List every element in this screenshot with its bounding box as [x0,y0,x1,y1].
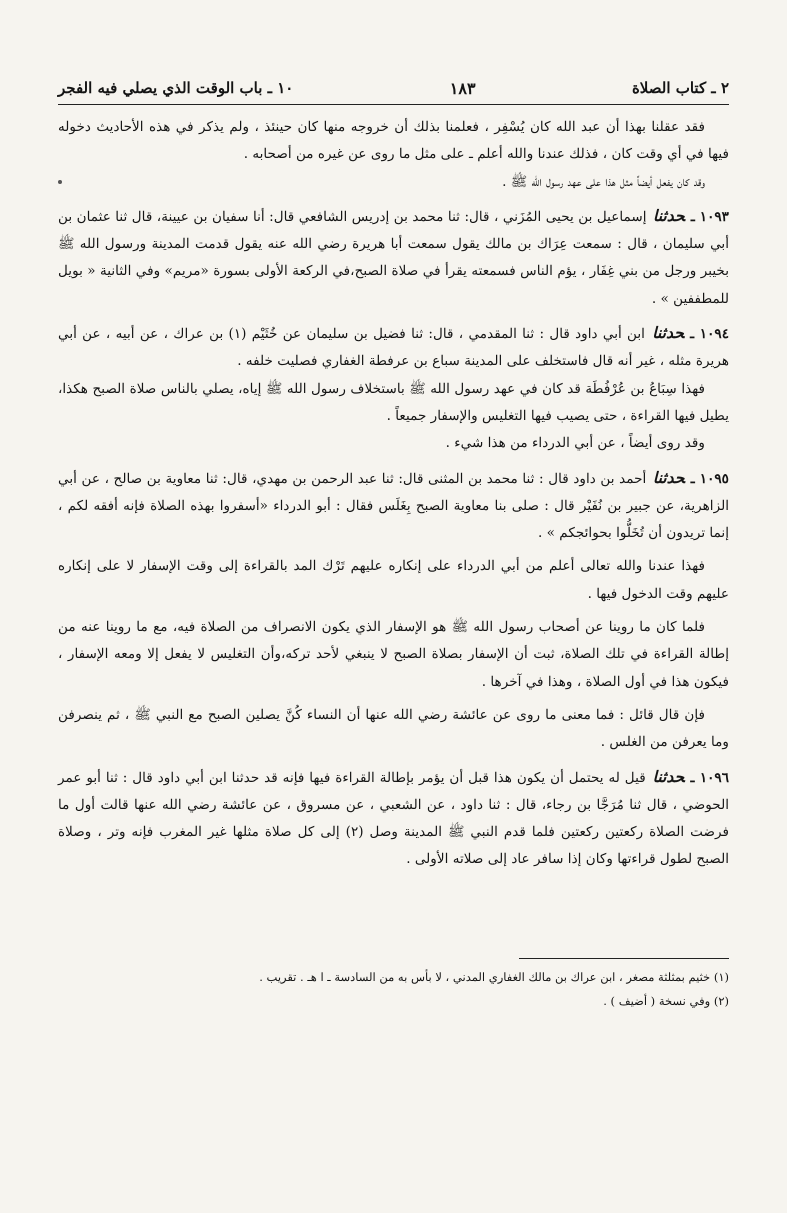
paragraph: فقد عقلنا بهذا أن عبد الله كان يُسْفِر ، فعلمنا بذلك أن خروجه منها كان حينئذ ، ولم يذكر في هذه الأحاديث دخوله فيها في أي وقت كان ، فذلك عندنا والله أعلم ـ على مثل ما روى عن غيره من أصحابه . [58,119,729,163]
margin-mark [58,180,62,184]
footnote-1: (١) خثيم بمثلثة مصغر ، ابن عراك بن مالك الغفاري المدني ، لا بأس به من السادسة ـ ا هـ . تقريب . [259,970,729,984]
paragraph: فلما كان ما روينا عن أصحاب رسول الله ﷺ هو الإسفار الذي يكون الانصراف من الصلاة فيه، مع ما روينا عنه من إطالة القراءة في تلك الصلاة، ثبت أن الإسفار بصلاة الصبح لا ينبغي لأحد تركه،وأن التغليس لا يفعل إلا ومعه الإسفار ، فيكون هذا في أول الصلاة ، وهذا في آخرها . [58,619,729,690]
paragraph: وقد روى أيضاً ، عن أبي الدرداء من هذا شيء . [445,435,705,452]
paragraph: فإن قال قائل : فما معنى ما روى عن عائشة رضي الله عنها أن النساء كُنَّ يصلين الصبح مع النبي ﷺ ، ثم ينصرفن وما يعرفن من الغلس . [58,706,729,751]
paragraph: فهذا عندنا والله تعالى أعلم من أبي الدرداء على إنكاره عليهم تَرْك المد بالقراءة إلى وقت الإسفار لا على إنكاره عليهم وقت الدخول فيها . [58,558,729,602]
haddathana-word: حدثنا [653,205,685,225]
haddathana-word: حدثنا [652,323,685,343]
hadith-1094 [58,319,729,376]
chapter-title: ٢ ـ كتاب الصلاة [631,79,729,97]
haddathana-word: حدثنا [652,766,685,786]
hadith-number: ١٠٩٤ ـ [690,326,730,343]
page-number: ١٨٣ [449,78,476,98]
footnote-divider [519,958,729,959]
hadith-text: إسماعيل بن يحيى المُزَني ، قال: ثنا محمد بن إدريس الشافعي قال: أنا سفيان بن عيينة، قال ثنا عثمان بن أبي سليمان ، قال : سمعت عِرَاك بن مالك يقول سمعت أبا هريرة رضي الله عنه يقول قدمت المدينة ورسول الله ﷺ بخيبر ورجل من بني غِفَار ، يؤم الناس فسمعته يقرأ في صلاة الصبح،في الركعة الأولى بسورة «مريم» وفي الثانية « بويل للمطففين » . [58,208,729,307]
hadith-1093 [58,202,729,313]
hadith-text: قيل له يحتمل أن يكون هذا قبل أن يؤمر بإطالة القراءة فيها فإنه قد حدثنا ابن أبي داود قال : ثنا أبو عمر الحوضي ، قال ثنا مُرَجَّا بن رجاء، قال : ثنا داود ، عن الشعبي ، عن مسروق ، عن عائشة رضي الله عنها قالت أول ما فرضت الصلاة ركعتين ركعتين فلما قدم النبي ﷺ المدينة وصل (٢) إلى كل صلاة مثلها غير المغرب فإنه وتر ، وصلاة الصبح لطول قراءتها وكان إذا سافر عاد إلى صلاته الأولى . [58,769,729,868]
page-body [58,114,729,874]
paragraph: فهذا سِبَاعُ بن عُرْفُطَة قد كان في عهد رسول الله ﷺ باستخلاف رسول الله ﷺ إياه، يصلي بالناس صلاة الصبح هكذا، يطيل فيها القراءة ، حتى يصيب فيها التغليس والإسفار جميعاً . [58,380,729,424]
hadith-1095 [58,464,729,548]
paragraph: وقد كان يفعل أيضاً مثل هذا على عهد رسول الله ﷺ . [502,173,705,190]
page-header [58,74,729,102]
header-divider [58,104,729,105]
footnotes [58,965,729,1013]
haddathana-word: حدثنا [652,467,685,487]
hadith-text: أحمد بن داود قال : ثنا محمد بن المثنى قال: ثنا عبد الرحمن بن مهدي، قال: ثنا معاوية بن صالح ، عن أبي الزاهرية، عن جبير بن نُفَيْر قال : صلى بنا معاوية الصبح بِغَلَس فقال : أبو الدرداء «أسفروا بهذه الصلاة فإنه أفقه لكم ، إنما تريدون أن تُخَلُّوا بحوائجكم » . [58,470,729,542]
hadith-text: ابن أبي داود قال : ثنا المقدمي ، قال: ثنا فضيل بن سليمان عن خُثَيْم (١) بن عراك ، عن أبيه ، عن أبي هريرة مثله ، غير أنه قال فاستخلف على المدينة سباع بن عرفطة الغفاري فصليت خلفه . [58,326,729,370]
hadith-number: ١٠٩٥ ـ [690,470,729,487]
hadith-number: ١٠٩٣ ـ [690,208,729,225]
section-title: ١٠ ـ باب الوقت الذي يصلي فيه الفجر [58,79,294,97]
footnote-2: (٢) وفي نسخة ( أضيف ) . [603,994,729,1008]
hadith-number: ١٠٩٦ ـ [690,769,730,786]
hadith-1096 [58,763,729,874]
